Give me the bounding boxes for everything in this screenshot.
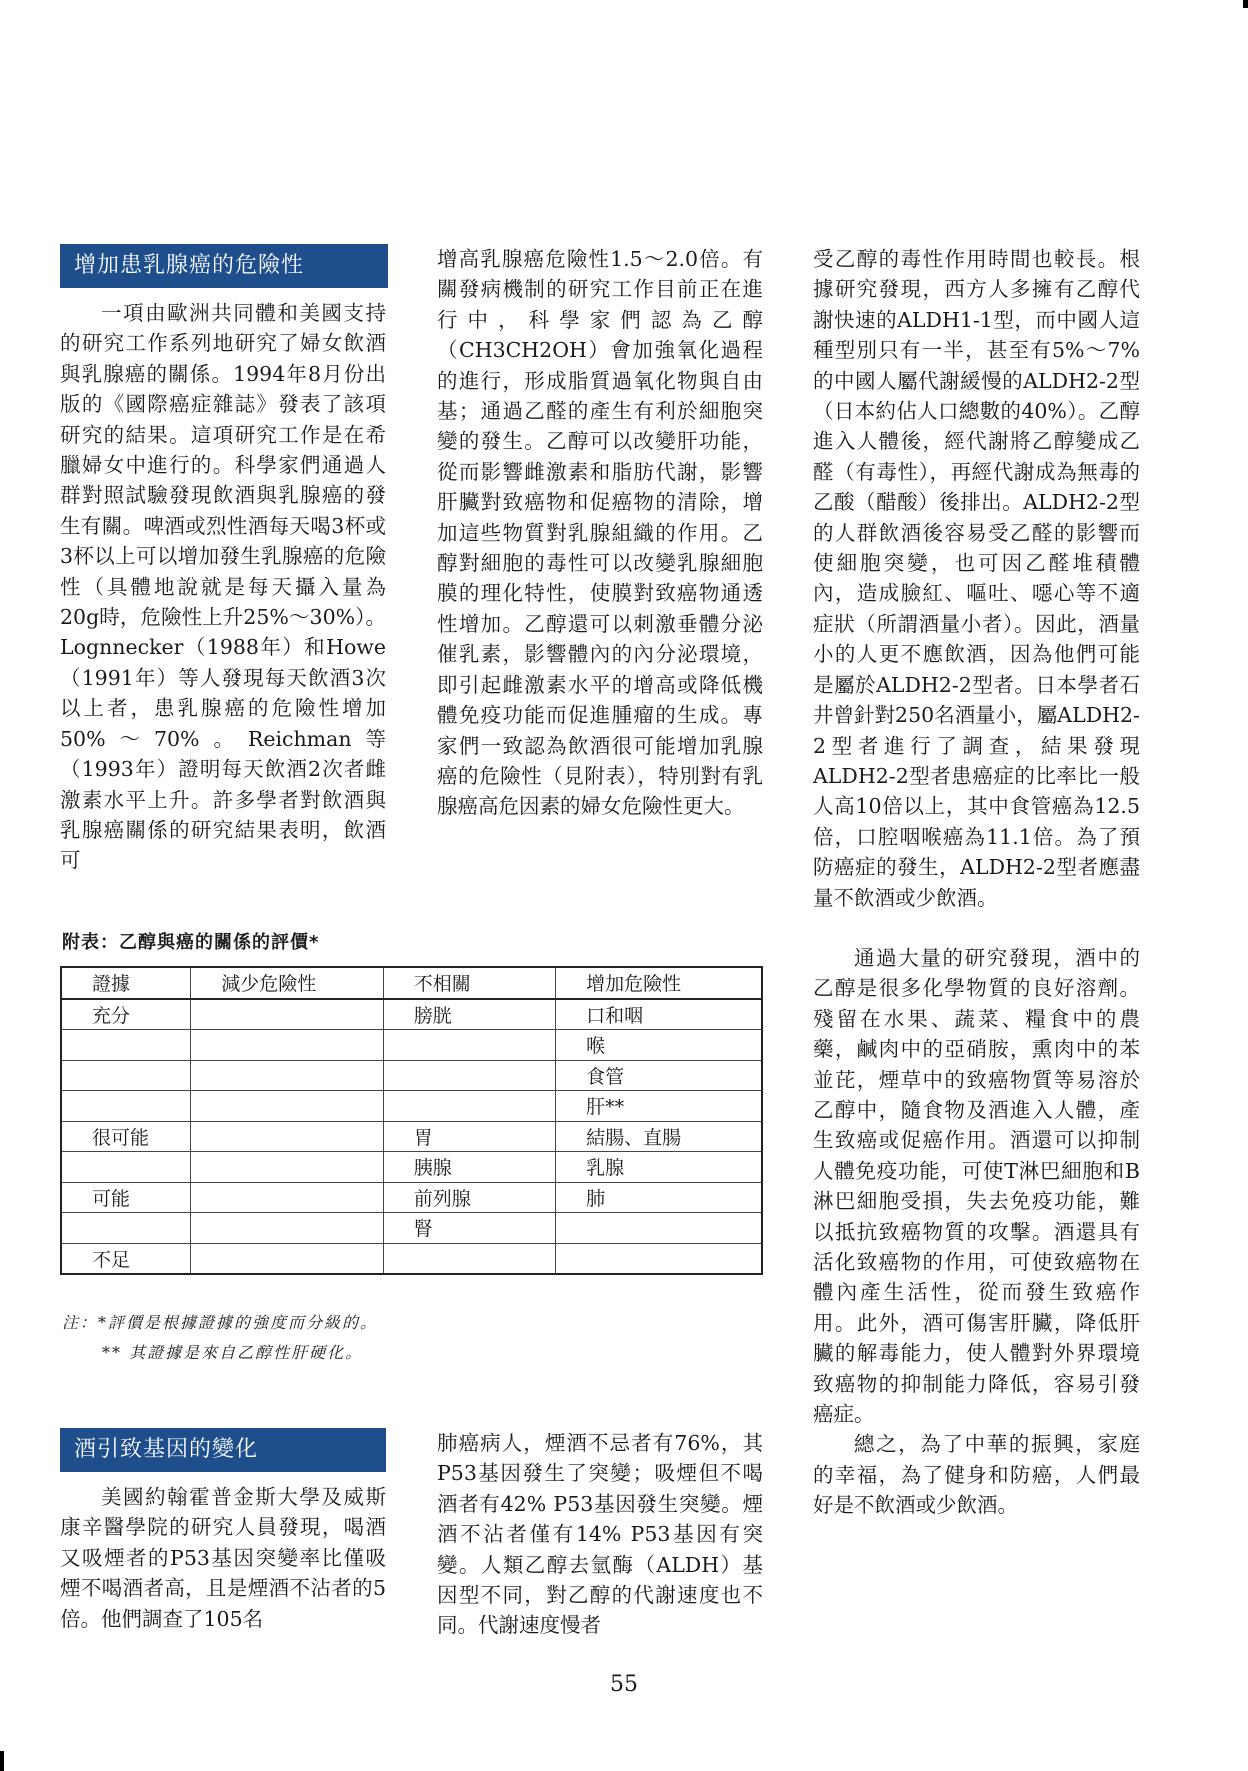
page-number: 55 bbox=[610, 1672, 638, 1697]
table-cell: 胃 bbox=[383, 1121, 555, 1152]
table-cell: 膀胱 bbox=[383, 999, 555, 1030]
table-header-cell: 減少危險性 bbox=[191, 967, 384, 999]
table-cell bbox=[61, 1152, 191, 1183]
table-cell: 充分 bbox=[61, 999, 191, 1030]
table-cell: 不足 bbox=[61, 1243, 191, 1274]
table-cell: 腎 bbox=[383, 1213, 555, 1244]
table-cell: 喉 bbox=[556, 1030, 762, 1061]
paragraph: 美國約翰霍普金斯大學及威斯康辛醫學院的研究人員發現，喝酒又吸煙者的P53基因突變率比僅吸煙不喝酒者高，且是煙酒不沾者的5倍。他們調查了105名 bbox=[60, 1485, 386, 1631]
column-1-lower bbox=[60, 1482, 386, 1634]
table-cell bbox=[191, 999, 384, 1030]
table-notes bbox=[62, 1308, 378, 1368]
table-cell bbox=[191, 1121, 384, 1152]
table-note: 注：*評價是根據證據的強度而分級的。 bbox=[62, 1313, 379, 1332]
table-row bbox=[61, 1243, 762, 1274]
table-cell bbox=[61, 1030, 191, 1061]
column-2 bbox=[437, 244, 763, 822]
table-cell: 胰腺 bbox=[383, 1152, 555, 1183]
table-cell: 很可能 bbox=[61, 1121, 191, 1152]
table-cell bbox=[61, 1060, 191, 1091]
table-cell bbox=[191, 1152, 384, 1183]
table-cell bbox=[383, 1060, 555, 1091]
table-cell bbox=[191, 1182, 384, 1213]
column-2-lower bbox=[437, 1428, 763, 1641]
table-row bbox=[61, 1030, 762, 1061]
scan-corner-mark bbox=[1243, 0, 1248, 8]
table-row bbox=[61, 999, 762, 1030]
table-cell bbox=[191, 1243, 384, 1274]
table-cell bbox=[61, 1213, 191, 1244]
table-row bbox=[61, 1060, 762, 1091]
table-row bbox=[61, 1121, 762, 1152]
table-row bbox=[61, 1213, 762, 1244]
table-cell bbox=[556, 1243, 762, 1274]
table-row bbox=[61, 1152, 762, 1183]
table-cell: 食管 bbox=[556, 1060, 762, 1091]
table-cell bbox=[61, 1091, 191, 1122]
column-3 bbox=[813, 244, 1140, 1521]
table-title: 附表：乙醇與癌的關係的評價* bbox=[62, 932, 320, 953]
paragraph: 肺癌病人，煙酒不忌者有76%，其P53基因發生了突變；吸煙但不喝酒者有42% P53基因發生突變。煙酒不沾者僅有14% P53基因有突變。人類乙醇去氫酶（ALDH）基因型不同，對乙醇的代謝速度也不同。代謝速度慢者 bbox=[437, 1431, 763, 1638]
column-1 bbox=[60, 298, 386, 876]
table-cell bbox=[383, 1091, 555, 1122]
table-cell: 肝** bbox=[556, 1091, 762, 1122]
table-row bbox=[61, 1182, 762, 1213]
table-cell bbox=[556, 1213, 762, 1244]
table-header-cell: 證據 bbox=[61, 967, 191, 999]
scan-corner-mark bbox=[0, 1751, 4, 1771]
table-note: ** 其證據是來自乙醇性肝硬化。 bbox=[102, 1343, 364, 1362]
table-cell: 結腸、直腸 bbox=[556, 1121, 762, 1152]
table-cell: 口和咽 bbox=[556, 999, 762, 1030]
section-heading-breast-cancer: 增加患乳腺癌的危險性 bbox=[60, 244, 388, 288]
table-row bbox=[61, 1091, 762, 1122]
paragraph: 總之，為了中華的振興，家庭的幸福，為了健身和防癌，人們最好是不飲酒或少飲酒。 bbox=[813, 1432, 1140, 1518]
table-cell bbox=[383, 1243, 555, 1274]
table-cell bbox=[191, 1213, 384, 1244]
paragraph: 增高乳腺癌危險性1.5～2.0倍。有關發病機制的研究工作目前正在進行中，科學家們認為乙醇（CH3CH2OH）會加強氧化過程的進行，形成脂質過氧化物與自由基；通過乙醛的產生有利於細胞突變的發生。乙醇可以改變肝功能，從而影響雌激素和脂肪代謝，影響肝臟對致癌物和促癌物的清除，增加這些物質對乳腺組織的作用。乙醇對細胞的毒性可以改變乳腺細胞膜的理化特性，使膜對致癌物通透性增加。乙醇還可以刺激垂體分泌催乳素，影響體內的內分泌環境，即引起雌激素水平的增高或降低機體免疫功能而促進腫瘤的生成。專家們一致認為飲酒很可能增加乳腺癌的危險性（見附表），特別對有乳腺癌高危因素的婦女危險性更大。 bbox=[437, 247, 763, 819]
evaluation-table bbox=[60, 966, 763, 1275]
table-cell: 乳腺 bbox=[556, 1152, 762, 1183]
table-cell: 前列腺 bbox=[383, 1182, 555, 1213]
table-header-cell: 不相關 bbox=[383, 967, 555, 999]
paragraph: 受乙醇的毒性作用時間也較長。根據研究發現，西方人多擁有乙醇代謝快速的ALDH1-1型，而中國人這種型別只有一半，甚至有5%～7%的中國人屬代謝緩慢的ALDH2-2型（日本約佔人口總數的40%）。乙醇進入人體後，經代謝將乙醇變成乙醛（有毒性），再經代謝成為無毒的乙酸（醋酸）後排出。ALDH2-2型的人群飲酒後容易受乙醛的影響而使細胞突變，也可因乙醛堆積體內，造成臉紅、嘔吐、噁心等不適症狀（所謂酒量小者）。因此，酒量小的人更不應飲酒，因為他們可能是屬於ALDH2-2型者。日本學者石井曾針對250名酒量小，屬ALDH2-2型者進行了調查，結果發現ALDH2-2型者患癌症的比率比一般人高10倍以上，其中食管癌為12.5倍，口腔咽喉癌為11.1倍。為了預防癌症的發生，ALDH2-2型者應盡量不飲酒或少飲酒。 bbox=[813, 247, 1140, 910]
section-heading-gene: 酒引致基因的變化 bbox=[60, 1428, 386, 1472]
table-cell bbox=[191, 1060, 384, 1091]
paragraph: 通過大量的研究發現，酒中的乙醇是很多化學物質的良好溶劑。殘留在水果、蔬菜、糧食中的農藥，鹹肉中的亞硝胺，熏肉中的苯並芘，煙草中的致癌物質等易溶於乙醇中，隨食物及酒進入人體，產生致癌或促癌作用。酒還可以抑制人體免疫功能，可使T淋巴細胞和B淋巴細胞受損，失去免疫功能，難以抵抗致癌物質的攻擊。酒還具有活化致癌物的作用，可使致癌物在體內產生活性，從而發生致癌作用。此外，酒可傷害肝臟，降低肝臟的解毒能力，使人體對外界環境致癌物的抑制能力降低，容易引發癌症。 bbox=[813, 945, 1140, 1427]
table-cell: 肺 bbox=[556, 1182, 762, 1213]
table-header-row bbox=[61, 967, 762, 999]
table-cell bbox=[191, 1091, 384, 1122]
table-cell bbox=[191, 1030, 384, 1061]
table-cell bbox=[383, 1030, 555, 1061]
table-header-cell: 增加危險性 bbox=[556, 967, 762, 999]
paragraph: 一項由歐洲共同體和美國支持的研究工作系列地研究了婦女飲酒與乳腺癌的關係。1994年8月份出版的《國際癌症雜誌》發表了該項研究的結果。這項研究工作是在希臘婦女中進行的。科學家們通過人群對照試驗發現飲酒與乳腺癌的發生有關。啤酒或烈性酒每天喝3杯或3杯以上可以增加發生乳腺癌的危險性（具體地說就是每天攝入量為20g時，危險性上升25%～30%）。Lognnecker（1988年）和Howe（1991年）等人發現每天飲酒3次以上者，患乳腺癌的危險性增加50%～70%。Reichman等（1993年）證明每天飲酒2次者雌激素水平上升。許多學者對飲酒與乳腺癌關係的研究結果表明，飲酒可 bbox=[60, 301, 386, 873]
table-cell: 可能 bbox=[61, 1182, 191, 1213]
